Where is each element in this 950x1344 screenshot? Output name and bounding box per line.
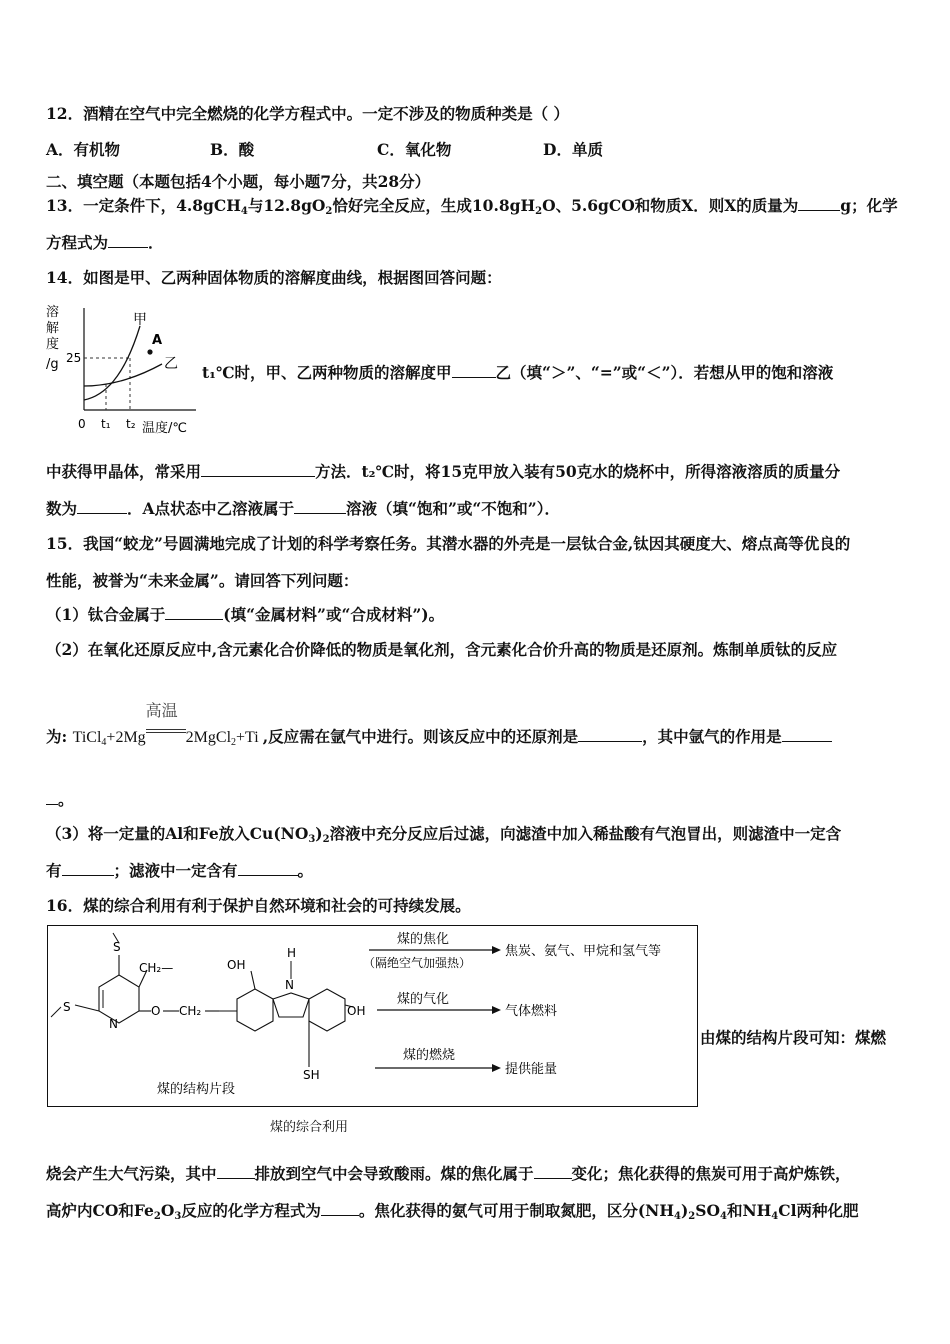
eq-prefix: 为: bbox=[46, 727, 68, 746]
figure-caption: 煤的综合利用 bbox=[270, 1120, 349, 1135]
q15-part3c: 溶液中充分反应后过滤，向滤渣中加入稀盐酸有气泡冒出，则滤渣中一定含 bbox=[329, 824, 842, 843]
q16-line3a: 高炉内CO和Fe bbox=[46, 1201, 154, 1220]
q14-line3c: 溶液（填“饱和”或“不饱和”）． bbox=[346, 499, 560, 518]
eq-condition: 高温 bbox=[145, 703, 178, 720]
answer-blank[interactable] bbox=[238, 861, 298, 876]
graph-t2: t₂ bbox=[126, 417, 136, 431]
q15-line2: 性能，被誉为“未来金属”。请回答下列问题： bbox=[46, 571, 359, 590]
answer-blank[interactable] bbox=[201, 462, 315, 477]
eq-left-sub: 4 bbox=[101, 737, 107, 748]
sub-2: 2 bbox=[153, 1211, 161, 1222]
q13-text-1: 13．一定条件下，4.8gCH bbox=[46, 196, 241, 215]
eq-left2: +2Mg bbox=[106, 729, 146, 746]
arrowhead-gasify bbox=[492, 1006, 501, 1014]
answer-blank[interactable] bbox=[534, 1164, 572, 1179]
bond-s2 bbox=[75, 1005, 99, 1011]
q15-part2: （2）在氧化还原反应中,含元素化合价降低的物质是氧化剂，含元素化合价升高的物质是还原剂。炼制单质钛的反应 bbox=[46, 640, 838, 659]
answer-blank[interactable] bbox=[321, 1201, 359, 1216]
answer-blank[interactable] bbox=[108, 233, 148, 248]
atom-nh-n: N bbox=[285, 978, 294, 992]
eq-suffix2: ，其中氩气的作用是 bbox=[642, 727, 782, 746]
eq-left: TiCl bbox=[72, 729, 102, 746]
answer-blank[interactable] bbox=[62, 861, 114, 876]
graph-ylabel-3: 度 bbox=[46, 337, 60, 352]
sub-4: 4 bbox=[673, 1211, 681, 1222]
q15-line1: 15．我国“蛟龙”号圆满地完成了计划的科学考察任务。其潜水器的外壳是一层钛合金,钛因其硬度大、熔点高等优良的 bbox=[46, 534, 851, 553]
q13-end: ． bbox=[148, 233, 164, 252]
sub-4: 4 bbox=[240, 206, 248, 217]
q15-part3-line2 bbox=[46, 861, 313, 881]
graph-xlabel: 温度/℃ bbox=[142, 421, 187, 436]
q16-line3b: O bbox=[160, 1201, 175, 1220]
q14-line3 bbox=[46, 499, 560, 519]
label-coking: 煤的焦化 bbox=[397, 932, 450, 947]
answer-blank[interactable] bbox=[452, 363, 496, 378]
q13-text-4: O、5.6gCO和物质X．则X的质量为 bbox=[542, 196, 799, 215]
answer-blank[interactable] bbox=[46, 790, 58, 805]
atom-nh-h: H bbox=[287, 946, 297, 960]
label-gasify-products: 气体燃料 bbox=[505, 1004, 558, 1019]
q16-line3h: Cl两种化肥 bbox=[778, 1201, 859, 1220]
q16-line3 bbox=[46, 1201, 858, 1227]
q14-line2 bbox=[46, 462, 840, 482]
label-coking-products: 焦炭、氨气、甲烷和氢气等 bbox=[505, 944, 662, 959]
eq-right2: +Ti bbox=[236, 729, 259, 746]
q15-part1b: (填“金属材料”或“合成材料”)。 bbox=[223, 605, 445, 624]
eq-suffix: ,反应需在氩气中进行。则该反应中的还原剂是 bbox=[262, 727, 579, 746]
section-heading: 二、填空题（本题包括4个小题，每小题7分，共28分） bbox=[46, 172, 431, 191]
label-burn-products: 提供能量 bbox=[505, 1062, 558, 1077]
carbazole-right-ring bbox=[309, 989, 345, 1031]
q13-text-3: 恰好完全反应，生成10.8gH bbox=[332, 196, 536, 215]
atom-ch2b: CH₂ bbox=[179, 1004, 202, 1018]
graph-ylabel-1: 溶 bbox=[46, 305, 60, 320]
answer-blank[interactable] bbox=[165, 605, 223, 620]
arrowhead-coking bbox=[492, 946, 501, 954]
q12-option-b: B．酸 bbox=[210, 140, 255, 159]
label-yi: 乙 bbox=[164, 356, 178, 372]
q12-option-c: C．氧化物 bbox=[377, 140, 452, 159]
q15-part3-line2c: 。 bbox=[297, 861, 314, 880]
point-a-label: A bbox=[152, 333, 163, 348]
q16-title: 16．煤的综合利用有利于保护自然环境和社会的可持续发展。 bbox=[46, 896, 471, 915]
q14-inline bbox=[202, 363, 833, 383]
coal-figure bbox=[47, 925, 699, 1107]
q14-title: 14．如图是甲、乙两种固体物质的溶解度曲线，根据图回答问题： bbox=[46, 268, 502, 287]
pyridine-ring bbox=[99, 975, 139, 1023]
bond-oh1 bbox=[251, 971, 255, 989]
q16-side-text: 由煤的结构片段可知：煤燃 bbox=[700, 1028, 887, 1047]
point-a-dot bbox=[147, 349, 152, 354]
q16-line2c: 变化；焦化获得的焦炭可用于高炉炼铁， bbox=[571, 1164, 851, 1183]
sub-4: 4 bbox=[771, 1211, 779, 1222]
answer-blank[interactable] bbox=[782, 727, 832, 742]
q16-line3c: 反应的化学方程式为 bbox=[181, 1201, 321, 1220]
atom-sh: SH bbox=[303, 1068, 320, 1082]
q15-part3-line2b: ；滤液中一定含有 bbox=[113, 861, 238, 880]
graph-y-tick-25: 25 bbox=[66, 351, 82, 365]
q13-text-2: 与12.8gO bbox=[247, 196, 326, 215]
q14-inline-1: t₁℃时，甲、乙两种物质的溶解度甲 bbox=[202, 363, 452, 382]
arrowhead-burn bbox=[492, 1064, 501, 1072]
atom-o: O bbox=[151, 1004, 161, 1018]
sub-2: 2 bbox=[688, 1211, 696, 1222]
atom-oh1: OH bbox=[227, 958, 246, 972]
sub-2: 2 bbox=[322, 834, 330, 845]
label-burn: 煤的燃烧 bbox=[403, 1048, 456, 1063]
q15-part3b: ) bbox=[315, 824, 323, 843]
graph-origin: 0 bbox=[78, 417, 86, 431]
q12-option-d: D．单质 bbox=[543, 140, 603, 159]
q15-dot-end: 。 bbox=[58, 790, 74, 809]
q15-equation-line bbox=[46, 703, 832, 753]
q14-inline-2: 乙（填“＞”、“=”或“＜”）．若想从甲的饱和溶液 bbox=[495, 363, 834, 382]
q15-part2-end bbox=[46, 790, 74, 810]
sub-2: 2 bbox=[535, 206, 543, 217]
atom-s2: S bbox=[63, 1000, 71, 1014]
graph-ylabel-2: 解 bbox=[46, 321, 60, 336]
answer-blank[interactable] bbox=[798, 196, 840, 211]
q15-part3 bbox=[46, 824, 841, 850]
atom-n-pyridine: N bbox=[109, 1017, 118, 1031]
carbazole-left-ring bbox=[237, 989, 273, 1031]
q16-line2a: 烧会产生大气污染，其中 bbox=[46, 1164, 217, 1183]
q16-line3e: ) bbox=[680, 1201, 689, 1220]
q16-line3d: 。焦化获得的氨气可用于制取氮肥，区分(NH bbox=[358, 1201, 674, 1220]
q15-part1 bbox=[46, 605, 444, 625]
q12-option-a: A．有机物 bbox=[46, 140, 121, 159]
structure-caption: 煤的结构片段 bbox=[157, 1082, 236, 1097]
label-jia: 甲 bbox=[133, 312, 147, 328]
label-gasify: 煤的气化 bbox=[397, 992, 450, 1007]
q13-line2-text: 方程式为 bbox=[46, 233, 109, 252]
q14-line3b: ．A点状态中乙溶液属于 bbox=[127, 499, 295, 518]
solubility-graph bbox=[44, 298, 204, 440]
q16-line3g: 和NH bbox=[726, 1201, 772, 1220]
q14-line2b: 方法．t₂℃时，将15克甲放入装有50克水的烧杯中，所得溶液溶质的质量分 bbox=[315, 462, 841, 481]
eq-equals bbox=[146, 729, 186, 733]
sub-4: 4 bbox=[719, 1211, 727, 1222]
q14-line2a: 中获得甲晶体，常采用 bbox=[46, 462, 202, 481]
sub-3: 3 bbox=[308, 834, 316, 845]
q12-stem: 12．酒精在空气中完全燃烧的化学方程式中。一定不涉及的物质种类是（ ） bbox=[46, 104, 569, 123]
reaction-equation bbox=[72, 703, 263, 748]
q15-part3a: （3）将一定量的Al和Fe放入Cu(NO bbox=[46, 824, 309, 843]
eq-right: 2MgCl bbox=[185, 729, 232, 746]
answer-blank[interactable] bbox=[217, 1164, 255, 1179]
label-coking-note: （隔绝空气加强热） bbox=[363, 956, 472, 970]
q13-line2 bbox=[46, 233, 164, 253]
q16-line2 bbox=[46, 1164, 851, 1184]
q15-part1a: （1）钛合金属于 bbox=[46, 605, 166, 624]
q13-text-5: g；化学 bbox=[840, 196, 898, 215]
atom-s1: S bbox=[113, 940, 121, 954]
curve-jia bbox=[84, 326, 140, 400]
answer-blank[interactable] bbox=[578, 727, 642, 742]
bond-s2-methyl bbox=[51, 1007, 61, 1017]
q13-line1 bbox=[46, 196, 898, 222]
q16-line2b: 排放到空气中会导致酸雨。煤的焦化属于 bbox=[254, 1164, 534, 1183]
q15-part3-line2a: 有 bbox=[46, 861, 62, 880]
eq-right-sub: 2 bbox=[231, 737, 237, 748]
graph-t1: t₁ bbox=[101, 417, 111, 431]
q16-line3f: SO bbox=[695, 1201, 720, 1220]
sub-3: 3 bbox=[174, 1211, 182, 1222]
graph-ylabel-4: /g bbox=[46, 357, 59, 372]
atom-oh2: OH bbox=[347, 1004, 366, 1018]
carbazole-center-ring bbox=[273, 993, 309, 1017]
eq-arrow bbox=[145, 703, 186, 742]
q14-line3a: 数为 bbox=[46, 499, 78, 518]
atom-ch2a: CH₂— bbox=[139, 961, 174, 975]
answer-blank[interactable] bbox=[294, 499, 346, 514]
answer-blank[interactable] bbox=[77, 499, 127, 514]
sub-2: 2 bbox=[325, 206, 333, 217]
